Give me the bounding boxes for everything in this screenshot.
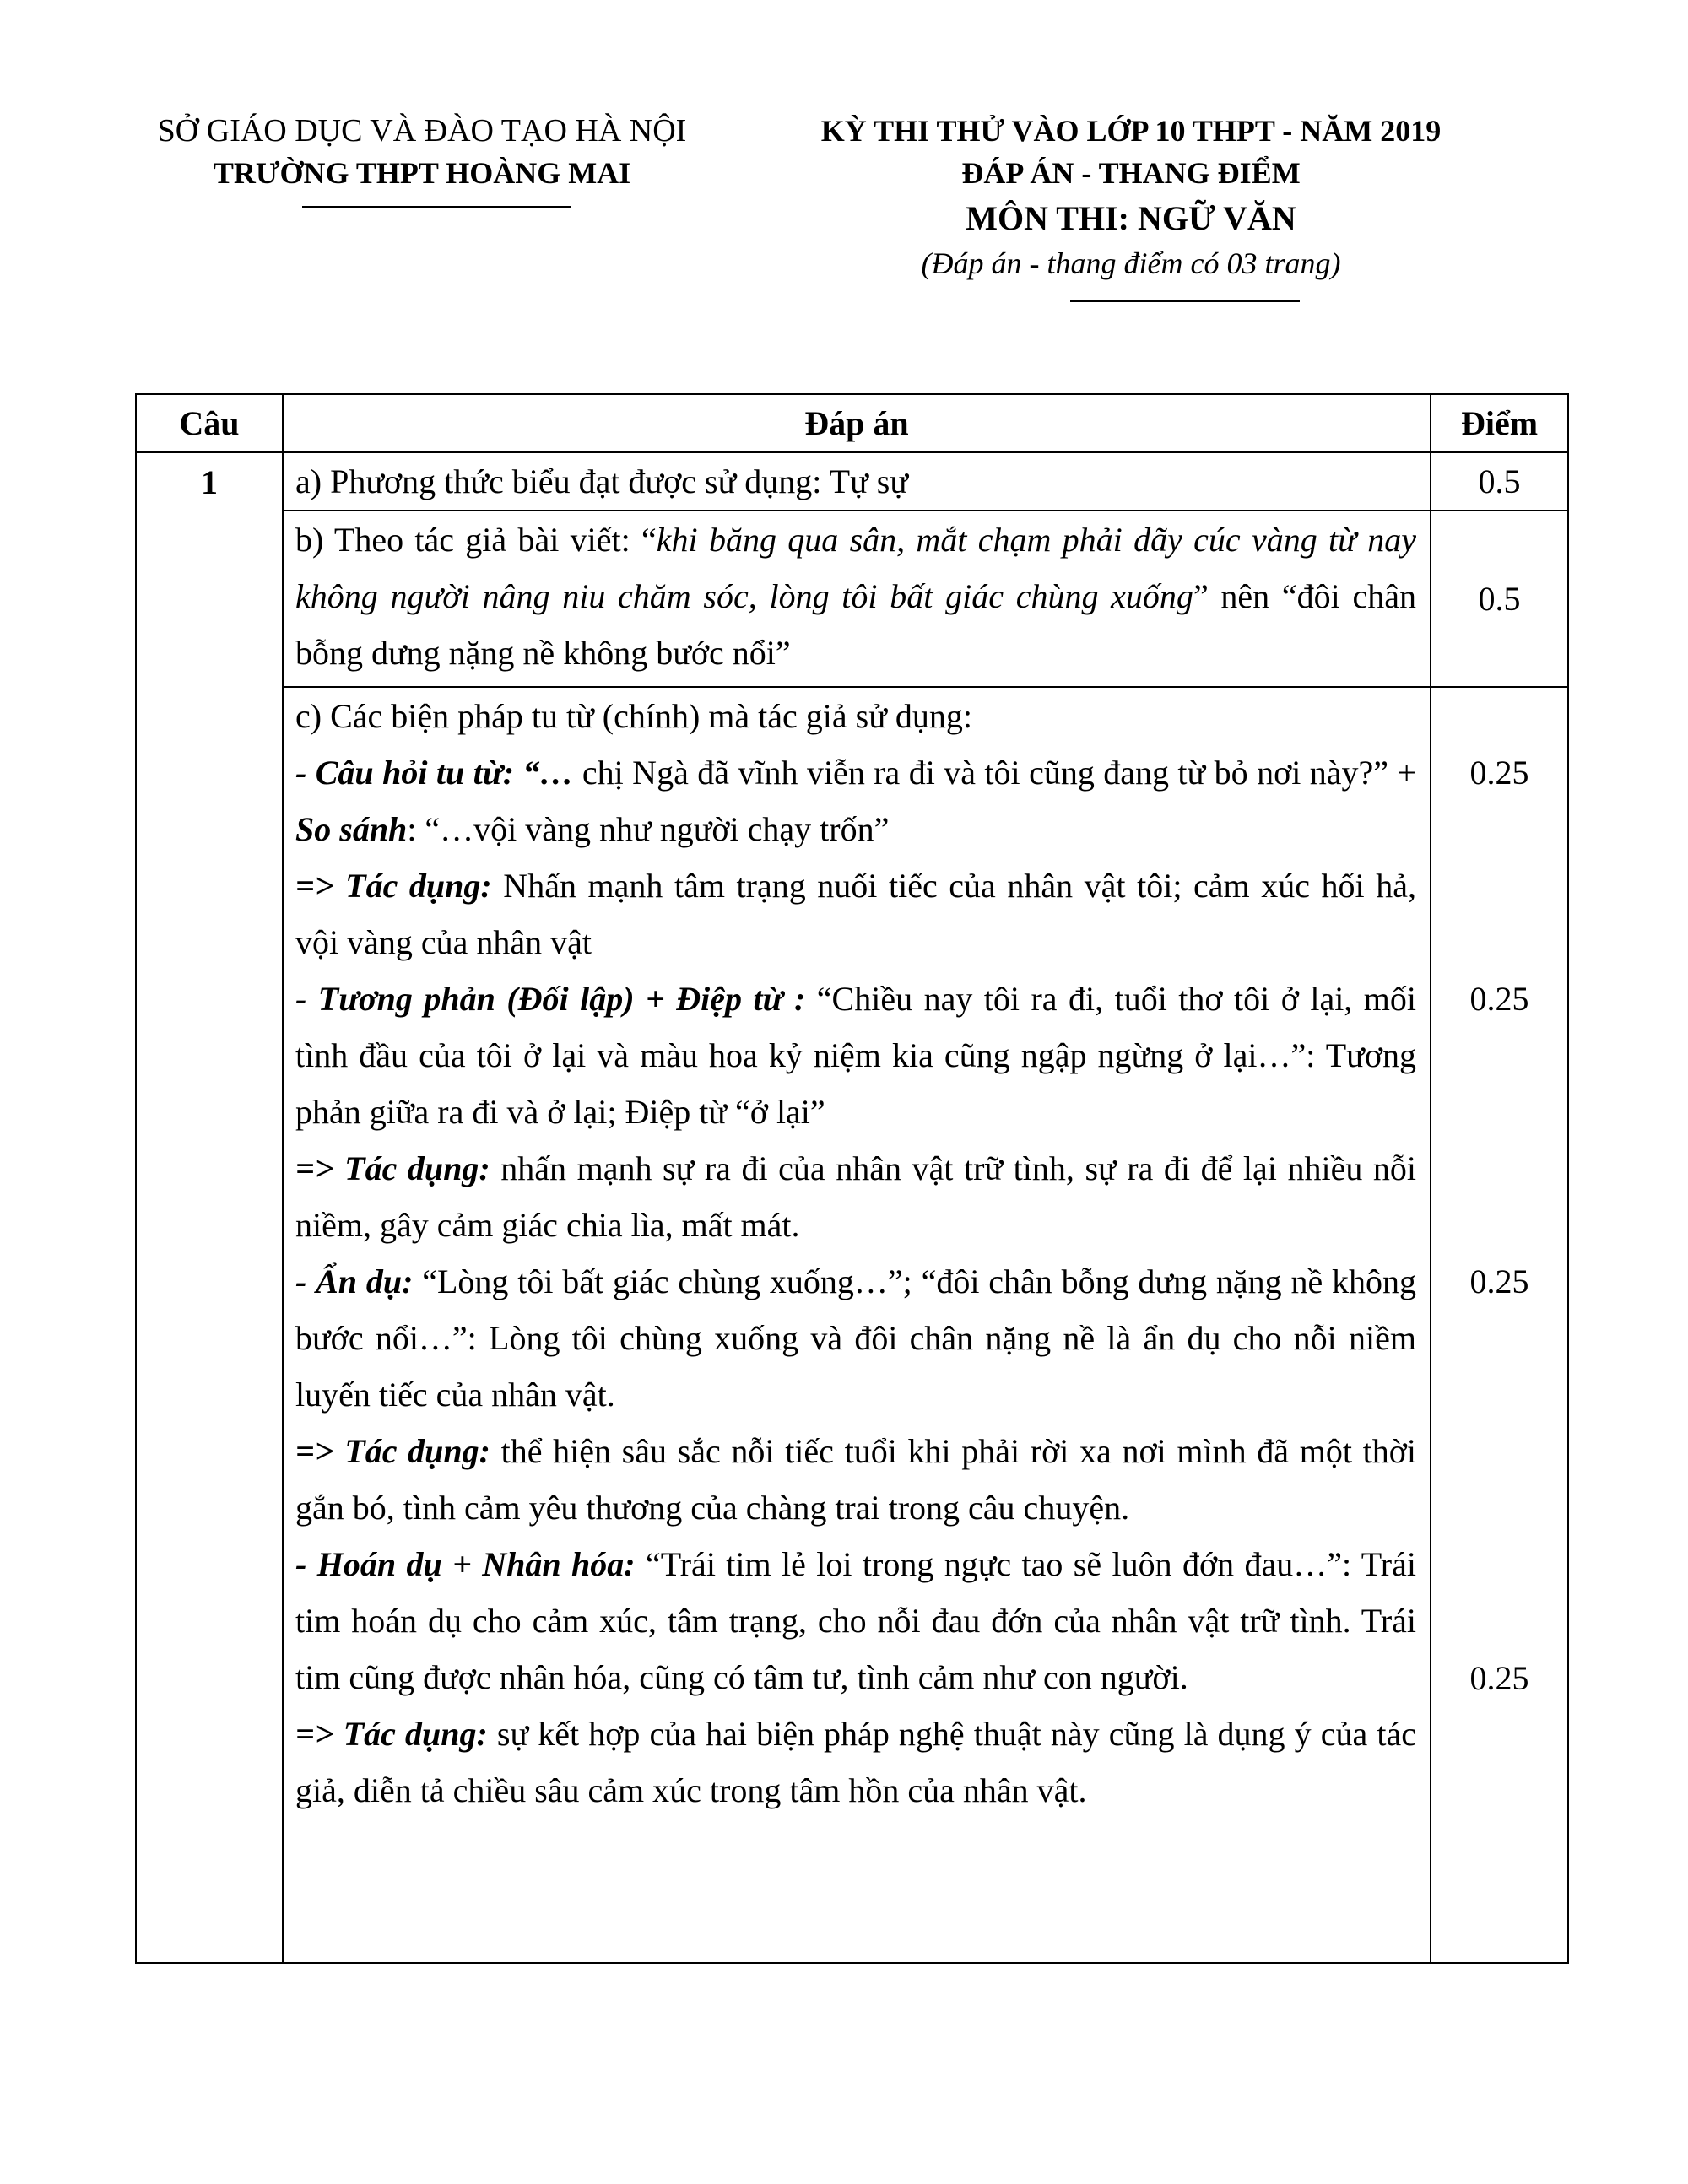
department-name: SỞ GIÁO DỤC VÀ ĐÀO TẠO HÀ NỘI xyxy=(157,113,687,149)
effect1-label: => Tác dụng: xyxy=(295,867,492,905)
answer-c-effect2 xyxy=(295,1140,1416,1253)
item2-label: - Tương phản (Đối lập) + Điệp từ : xyxy=(295,980,806,1018)
points-c3: 0.25 xyxy=(1469,1262,1529,1300)
item4-label: - Hoán dụ + Nhân hóa: xyxy=(295,1545,636,1583)
header-question: Câu xyxy=(136,394,283,452)
answer-c-effect4 xyxy=(295,1706,1416,1819)
exam-title: KỲ THI THỬ VÀO LỚP 10 THPT - NĂM 2019 xyxy=(820,114,1442,148)
effect1-text: Nhấn mạnh tâm trạng nuối tiếc của nhân vật tôi; cảm xúc hối hả, vội vàng của nhân vật xyxy=(295,867,1416,961)
answer-c-item3 xyxy=(295,1253,1416,1423)
header-left xyxy=(118,110,726,194)
answer-b-suffix: ” nên “đôi chân bỗng dưng nặng nề không bước nổi” xyxy=(295,577,1416,672)
answer-a-text: a) Phương thức biểu đạt được sử dụng: Tự sự xyxy=(295,462,909,500)
points-b: 0.5 xyxy=(1431,511,1568,687)
points-c4: 0.25 xyxy=(1469,1659,1529,1697)
item3-label: - Ẩn dụ: xyxy=(295,1262,414,1300)
header-left-rule xyxy=(302,206,571,208)
points-c xyxy=(1431,687,1568,1963)
points-c2: 0.25 xyxy=(1469,980,1529,1018)
answer-c-item2 xyxy=(295,970,1416,1140)
effect2-text: nhấn mạnh sự ra đi của nhân vật trữ tình, sự ra đi để lại nhiều nỗi niềm, gây cảm giác chia lìa, mất mát. xyxy=(295,1149,1416,1244)
table-header-row xyxy=(136,394,1568,452)
answer-table xyxy=(135,393,1569,1964)
table-row xyxy=(136,511,1568,687)
points-a: 0.5 xyxy=(1431,452,1568,511)
answer-a xyxy=(283,452,1431,511)
item4-text: “Trái tim lẻ loi trong ngực tao sẽ luôn đớn đau…”: Trái tim hoán dụ cho cảm xúc, tâm trạng, cho nỗi đau đớn của nhân vật trữ tình. Trái tim cũng được nhân hóa, cũng có tâm tư, tình cảm như con người. xyxy=(295,1545,1416,1696)
answer-b-quote: khi băng qua sân, mắt chạm phải dãy cúc vàng từ nay không người nâng niu chăm sóc, lòng tôi bất giác chùng xuống xyxy=(295,521,1416,615)
table-row xyxy=(136,687,1568,1963)
item2-text: “Chiều nay tôi ra đi, tuổi thơ tôi ở lại, mối tình đầu của tôi ở lại và màu hoa kỷ niệm kia cũng ngập ngừng ở lại…”: Tương phản giữa ra đi và ở lại; Điệp từ “ở lại” xyxy=(295,980,1417,1131)
header-answer: Đáp án xyxy=(283,394,1431,452)
table-row xyxy=(136,452,1568,511)
effect4-text: sự kết hợp của hai biện pháp nghệ thuật này cũng là dụng ý của tác giả, diễn tả chiều sâu cảm xúc trong tâm hồn của nhân vật. xyxy=(295,1715,1417,1809)
effect3-label: => Tác dụng: xyxy=(295,1432,490,1470)
effect3-text: thể hiện sâu sắc nỗi tiếc tuổi khi phải rời xa nơi mình đã một thời gắn bó, tình cảm yêu thương của chàng trai trong câu chuyện. xyxy=(295,1432,1417,1527)
page-count-note: (Đáp án - thang điểm có 03 trang) xyxy=(921,246,1341,280)
item1-text1: chị Ngà đã vĩnh viễn ra đi và tôi cũng đang từ bỏ nơi này?” + xyxy=(573,754,1416,792)
subject-title: MÔN THI: NGỮ VĂN xyxy=(966,199,1296,237)
answer-c-effect1 xyxy=(295,857,1416,970)
item1-label: - Câu hỏi tu từ: “… xyxy=(295,754,574,792)
answer-c-item4 xyxy=(295,1536,1416,1706)
answer-c-item1 xyxy=(295,744,1416,857)
question-number: 1 xyxy=(136,452,283,1963)
header-right-rule xyxy=(1070,300,1300,302)
school-name: TRƯỜNG THPT HOÀNG MAI xyxy=(213,156,631,190)
item1-text2: : “…vội vàng như người chạy trốn” xyxy=(407,810,890,848)
item3-text: “Lòng tôi bất giác chùng xuống…”; “đôi chân bỗng dưng nặng nề không bước nổi…”: Lòng tôi chùng xuống và đôi chân nặng nề là ẩn dụ cho nỗi niềm luyến tiếc của nhân vật. xyxy=(295,1262,1417,1414)
item1-label2: So sánh xyxy=(295,810,408,848)
answer-c-effect3 xyxy=(295,1423,1416,1536)
effect4-label: => Tác dụng: xyxy=(295,1715,488,1753)
answer-b-prefix: b) Theo tác giả bài viết: “ xyxy=(295,521,657,559)
answer-b xyxy=(283,511,1431,687)
answer-c-intro: c) Các biện pháp tu từ (chính) mà tác giả sử dụng: xyxy=(295,697,973,735)
header-points: Điểm xyxy=(1431,394,1568,452)
points-c1: 0.25 xyxy=(1469,754,1529,792)
answer-c xyxy=(283,687,1431,1963)
answer-key-title: ĐÁP ÁN - THANG ĐIỂM xyxy=(961,156,1301,190)
effect2-label: => Tác dụng: xyxy=(295,1149,490,1187)
header-right xyxy=(793,110,1469,284)
